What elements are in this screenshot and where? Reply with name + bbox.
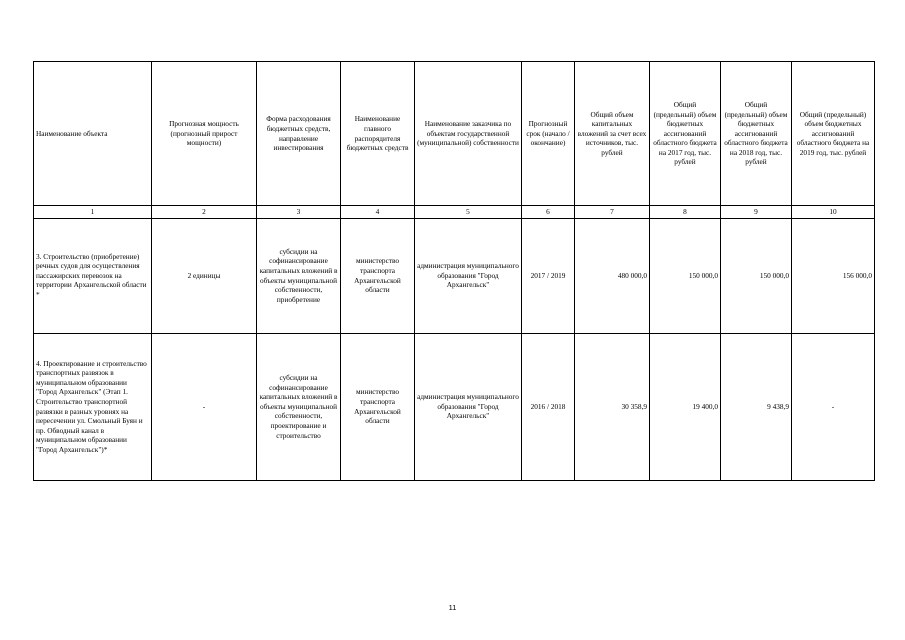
column-number: 4 — [341, 206, 415, 219]
header-cell: Общий объем капитальных вложений за счет всех источников, тыс. рублей — [575, 62, 650, 206]
total-investment-cell: 30 358,9 — [575, 333, 650, 480]
header-cell: Форма расходования бюджетных средств, направление инвестирования — [257, 62, 341, 206]
budget-table — [33, 61, 875, 481]
budget-manager-cell: министерство транспорта Архангельской области — [341, 218, 415, 333]
budget-2017-cell: 19 400,0 — [650, 333, 721, 480]
budget-2017-cell: 150 000,0 — [650, 218, 721, 333]
term-cell: 2017 / 2019 — [522, 218, 575, 333]
column-number: 2 — [152, 206, 257, 219]
header-cell: Прогнозная мощность (прогнозный прирост мощности) — [152, 62, 257, 206]
table-row — [34, 218, 875, 333]
capacity-cell: 2 единицы — [152, 218, 257, 333]
term-cell: 2016 / 2018 — [522, 333, 575, 480]
column-number: 9 — [721, 206, 792, 219]
header-cell: Наименование объекта — [34, 62, 152, 206]
column-number: 1 — [34, 206, 152, 219]
header-cell: Наименование заказчика по объектам государственной (муниципальной) собственности — [415, 62, 522, 206]
spending-form-cell: субсидии на софинансирование капитальных вложений в объекты муниципальной собственности, проектирование и строительство — [257, 333, 341, 480]
budget-2019-cell: 156 000,0 — [792, 218, 875, 333]
header-cell: Общий (предельный) объем бюджетных ассигнований областного бюджета на 2018 год, тыс. рублей — [721, 62, 792, 206]
table-row — [34, 333, 875, 480]
spending-form-cell: субсидии на софинансирование капитальных вложений в объекты муниципальной собственности, приобретение — [257, 218, 341, 333]
budget-manager-cell: министерство транспорта Архангельской области — [341, 333, 415, 480]
header-cell: Общий (предельный) объем бюджетных ассигнований областного бюджета на 2017 год, тыс. рублей — [650, 62, 721, 206]
header-cell: Наименование главного распорядителя бюджетных средств — [341, 62, 415, 206]
budget-2018-cell: 9 438,9 — [721, 333, 792, 480]
object-name-cell: 4. Проектирование и строительство транспортных развязок в муниципальном образовании "Город Архангельск" (Этап 1. Строительство транспортной развязки в разных уровнях на пересечении ул. Смольный Буян и пр. Обводный канал в муниципальном образовании "Город Архангельск")* — [34, 333, 152, 480]
customer-cell: администрация муниципального образования "Город Архангельск" — [415, 218, 522, 333]
budget-2019-cell: - — [792, 333, 875, 480]
header-cell: Прогнозный срок (начало / окончание) — [522, 62, 575, 206]
column-number: 7 — [575, 206, 650, 219]
column-number: 6 — [522, 206, 575, 219]
page-number: 11 — [448, 603, 457, 612]
column-number: 3 — [257, 206, 341, 219]
column-number: 10 — [792, 206, 875, 219]
column-number: 5 — [415, 206, 522, 219]
customer-cell: администрация муниципального образования "Город Архангельск" — [415, 333, 522, 480]
total-investment-cell: 480 000,0 — [575, 218, 650, 333]
capacity-cell: - — [152, 333, 257, 480]
column-number: 8 — [650, 206, 721, 219]
column-number-row — [34, 206, 875, 219]
table-header-row — [34, 62, 875, 206]
header-cell: Общий (предельный) объем бюджетных ассигнований областного бюджета на 2019 год, тыс. рублей — [792, 62, 875, 206]
budget-2018-cell: 150 000,0 — [721, 218, 792, 333]
object-name-cell: 3. Строительство (приобретение) речных судов для осуществления пассажирских перевозок на территории Архангельской области * — [34, 218, 152, 333]
